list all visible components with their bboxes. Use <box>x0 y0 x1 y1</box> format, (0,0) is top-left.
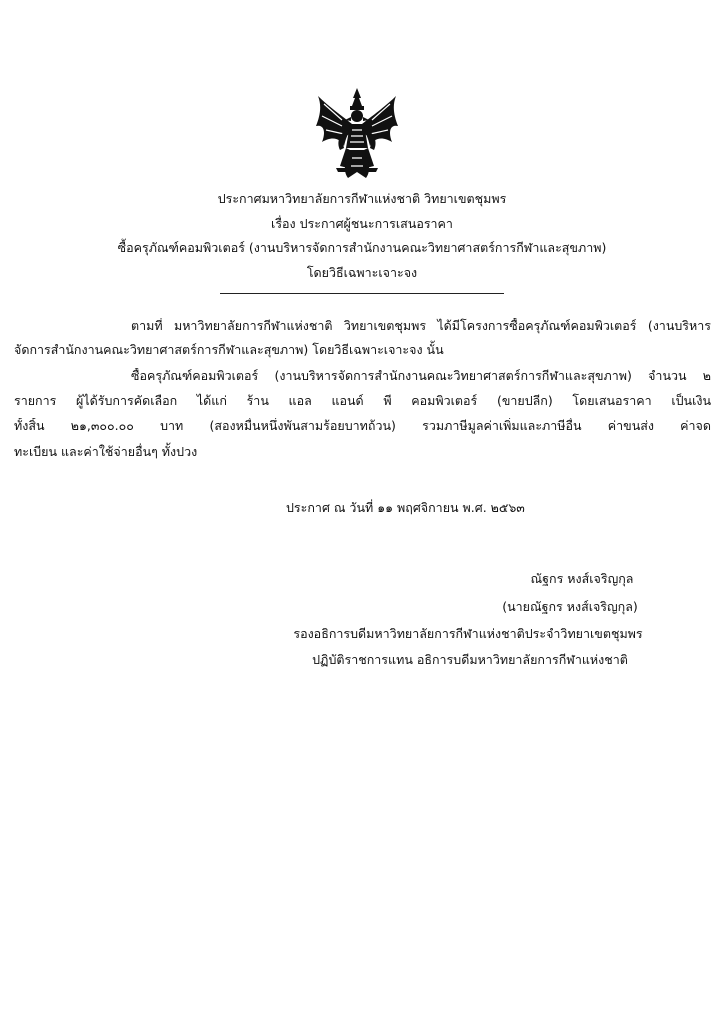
paragraph2-line4: ทะเบียน และค่าใช้จ่ายอื่นๆ ทั้งปวง <box>14 444 198 459</box>
garuda-emblem-icon <box>312 86 402 182</box>
paragraph1-line2: จัดการสำนักงานคณะวิทยาศาสตร์การกีฬาและสุขภาพ) โดยวิธีเฉพาะเจาะจง นั้น <box>14 342 444 357</box>
paragraph2-line1: ซื้อครุภัณฑ์คอมพิวเตอร์ (งานบริหารจัดการสำนักงานคณะวิทยาศาสตร์การกีฬาและสุขภาพ) จำนวน ๒ <box>131 368 711 383</box>
procurement-method: โดยวิธีเฉพาะเจาะจง <box>306 265 418 280</box>
announcement-title: ประกาศมหาวิทยาลัยการกีฬาแห่งชาติ วิทยาเขตชุมพร <box>217 191 507 206</box>
paragraph2-line3: ทั้งสิ้น ๒๑,๓๐๐.๐๐ บาท (สองหมื่นหนึ่งพันสามร้อยบาทถ้วน) รวมภาษีมูลค่าเพิ่มและภาษีอื่น ค่าขนส่ง ค่าจด <box>14 418 711 433</box>
announcement-subject: เรื่อง ประกาศผู้ชนะการเสนอราคา <box>271 216 453 231</box>
paragraph1-line1: ตามที่ มหาวิทยาลัยการกีฬาแห่งชาติ วิทยาเขตชุมพร ได้มีโครงการซื้อครุภัณฑ์คอมพิวเตอร์ (งานบริหาร <box>131 318 711 333</box>
procurement-title: ซื้อครุภัณฑ์คอมพิวเตอร์ (งานบริหารจัดการสำนักงานคณะวิทยาศาสตร์การกีฬาและสุขภาพ) <box>117 240 607 255</box>
paragraph2-line2: รายการ ผู้ได้รับการคัดเลือก ได้แก่ ร้าน แอล แอนด์ พี คอมพิวเตอร์ (ขายปลีก) โดยเสนอราคา เป็นเงิน <box>14 393 711 408</box>
signature-name: ณัฐกร หงส์เจริญกุล <box>530 571 634 586</box>
header-divider <box>220 293 504 294</box>
announcement-date: ประกาศ ณ วันที่ ๑๑ พฤศจิกายน พ.ศ. ๒๕๖๓ <box>286 500 525 515</box>
signatory-position: รองอธิการบดีมหาวิทยาลัยการกีฬาแห่งชาติประจำวิทยาเขตชุมพร <box>293 626 643 641</box>
signatory-full-name: (นายณัฐกร หงส์เจริญกุล) <box>502 599 638 614</box>
signatory-acting-position: ปฏิบัติราชการแทน อธิการบดีมหาวิทยาลัยการกีฬาแห่งชาติ <box>312 652 628 667</box>
